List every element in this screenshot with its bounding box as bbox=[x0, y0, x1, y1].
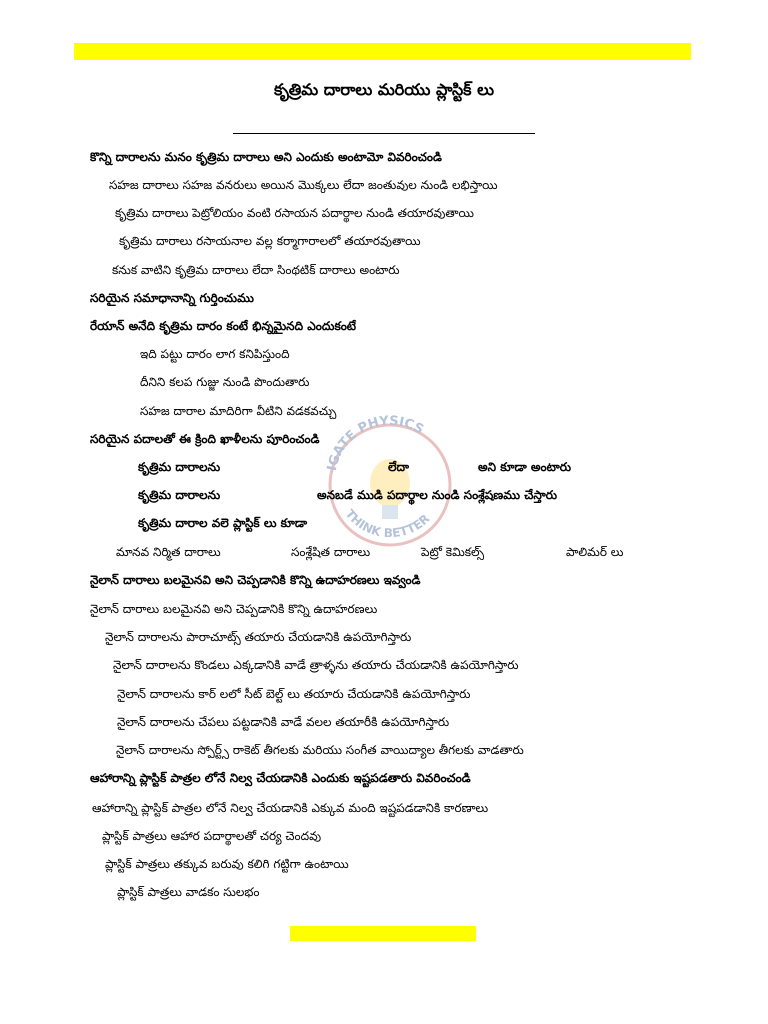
answer-line: నైలాన్ దారాలను చేపలు పట్టడానికి వాడే వలల తయారీకి ఉపయోగిస్తారు bbox=[117, 715, 450, 729]
answer-line: ప్లాస్టిక్ పాత్రలు తక్కువ బరువు కలిగి గట్టిగా ఉంటాయి bbox=[105, 857, 349, 871]
fill-blank-a: కృత్రిమ దారాల వలె ప్లాస్టిక్ లు కూడా bbox=[138, 516, 308, 530]
bulb-base bbox=[382, 505, 398, 519]
answer-line: నైలాన్ దారాలను కార్ లలో సీట్ బెల్ట్ లు తయారు చేయడానికి ఉపయోగిస్తారు bbox=[117, 687, 471, 701]
answer-line: కృత్రిమ దారాలు పెట్రోలియం వంటి రసాయన పదార్థాల నుండి తయారవుతాయి bbox=[115, 206, 474, 220]
word-option: మానవ నిర్మిత దారాలు bbox=[116, 545, 221, 559]
option-line: దీనిని కలప గుజ్జు నుండి పొందుతారు bbox=[140, 375, 310, 389]
option-line: సహజ దారాల మాదిరిగా వీటిని వడకవచ్చు bbox=[140, 404, 337, 418]
top-highlight-bar bbox=[74, 43, 691, 60]
answer-line: ఆహారాన్ని ప్లాస్టిక్ పాత్రల లోనే నిల్వ చేయడానికి ఎక్కువ మంది ఇష్టపడడానికి కారణాలు bbox=[92, 801, 489, 815]
fill-blank-b: లేదా bbox=[388, 460, 409, 474]
page-title: కృత్రిమ దారాలు మరియు ప్లాస్టిక్ లు bbox=[274, 80, 494, 99]
fill-blank-c: అని కూడా అంటారు bbox=[478, 460, 571, 474]
answer-line: ప్లాస్టిక్ పాత్రలు ఆహార పదార్థాలతో చర్య చెందవు bbox=[102, 829, 322, 843]
bottom-highlight-bar bbox=[290, 926, 476, 941]
answer-line: నైలాన్ దారాలు బలమైనవి అని చెప్పడానికి కొన్ని ఉదాహరణలు bbox=[90, 602, 378, 616]
question-line: రేయాన్ అనేది కృత్రిమ దారం కంటే భిన్నమైనది ఎందుకంటే bbox=[90, 319, 357, 333]
answer-line: సహజ దారాలు సహజ వనరులు అయిన మొక్కలు లేదా జంతువుల నుండి లభిస్తాయి bbox=[109, 178, 498, 192]
title-underline bbox=[233, 133, 535, 134]
watermark-text-top: IGATE PHYSICS bbox=[324, 413, 427, 473]
answer-line: నైలాన్ దారాలను స్పోర్ట్స్ రాకెట్ తీగలకు మరియు సంగీత వాయిద్యాల తీగలకు వాడతారు bbox=[116, 743, 524, 757]
option-line: ఇది పట్టు దారం లాగ కనిపిస్తుంది bbox=[140, 347, 290, 361]
word-option: పెట్రో కెమికల్స్ bbox=[421, 545, 485, 559]
answer-line: ప్లాస్టిక్ పాత్రలు వాడకం సులభం bbox=[117, 885, 260, 899]
fill-blank-a: కృత్రిమ దారాలను bbox=[138, 460, 221, 474]
question-line: నైలాన్ దారాలు బలమైనవి అని చెప్పడానికి కొన్ని ఉదాహరణలు ఇవ్వండి bbox=[90, 573, 421, 587]
fill-blank-a: కృత్రిమ దారాలను bbox=[138, 488, 221, 502]
question-line: ఆహారాన్ని ప్లాస్టిక్ పాత్రల లోనే నిల్వ చేయడానికి ఎందుకు ఇష్టపడతారు వివరించండి bbox=[90, 771, 471, 785]
answer-line: కృత్రిమ దారాలు రసాయనాల వల్ల కర్మాగారాలలో తయారవుతాయి bbox=[119, 234, 421, 248]
fill-blank-b: అనబడే ముడి పదార్థాల నుండి సంశ్లేషణము చేస్తారు bbox=[317, 488, 558, 502]
answer-line: నైలాన్ దారాలను పారాచూట్స్ తయారు చేయడానికి ఉపయోగిస్తారు bbox=[105, 630, 412, 644]
answer-line: నైలాన్ దారాలను కొండలు ఎక్కడానికి వాడే త్రాళ్ళను తయారు చేయడానికి ఉపయోగిస్తారు bbox=[113, 658, 519, 672]
question-line: సరియైన పదాలతో ఈ క్రింది ఖాళీలను పూరించండి bbox=[90, 432, 320, 446]
word-option: సంశ్లేషిత దారాలు bbox=[291, 545, 371, 559]
watermark-logo bbox=[320, 395, 460, 565]
word-option: పాలిమర్ లు bbox=[566, 545, 624, 559]
question-line: సరియైన సమాధానాన్ని గుర్తించుము bbox=[90, 291, 254, 305]
answer-line: కనుక వాటిని కృత్రిమ దారాలు లేదా సింథటిక్ దారాలు అంటారు bbox=[112, 263, 400, 277]
watermark-text-bottom: THINK BETTER bbox=[342, 506, 433, 541]
question-line: కొన్ని దారాలను మనం కృత్రిమ దారాలు అని ఎందుకు అంటామో వివరించండి bbox=[90, 150, 442, 164]
